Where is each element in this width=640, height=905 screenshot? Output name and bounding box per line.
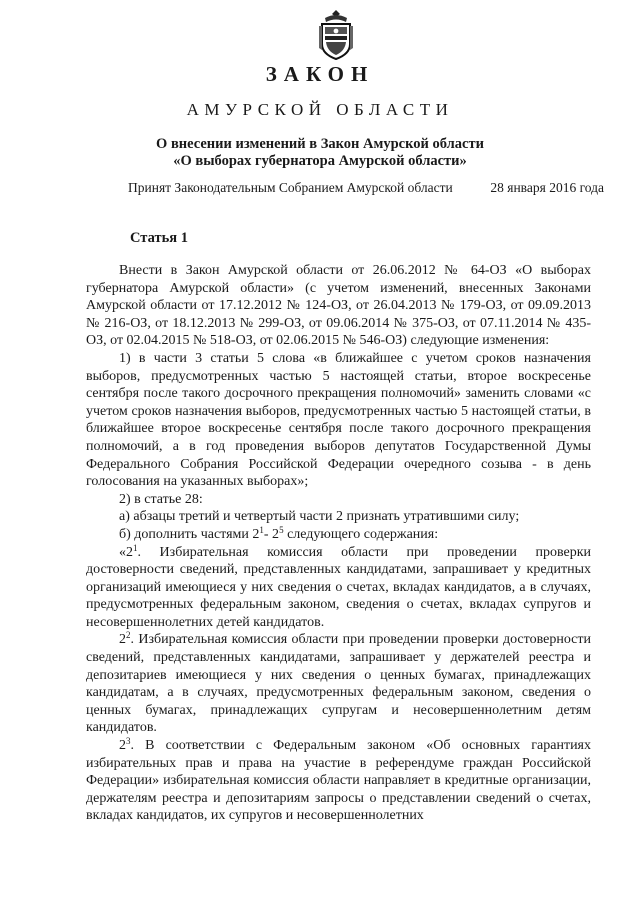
part-2-2-number: 2 (119, 632, 126, 648)
part-2-1-paragraph (86, 544, 591, 632)
item-2a-paragraph: а) абзацы третий и четвертый части 2 признать утратившими силу; (119, 509, 520, 525)
item-2b-paragraph (86, 526, 591, 544)
part-2-2-superscript: 2 (126, 630, 131, 641)
item-2b-text-start: б) дополнить частями 2 (119, 526, 260, 542)
part-2-1-text: . Избирательная комиссия области при проведении проверки достоверности сведений, представленных кандидатами, запрашивает у кредитных организаций имеющиеся у них сведения о счетах, вкладах кандидатов, а в случаях, предусмотренных федеральным законом, сведения о счетах, вкладах супругов и несовершеннолетних детей кандидатов. (86, 544, 591, 630)
adopted-by: Принят Законодательным Собранием Амурской области (128, 180, 453, 195)
part-2-2-text: . Избирательная комиссия области при проведении проверки достоверности сведений, представленных кандидатами, запрашивает у держателей реестра и депозитариев имеющиеся у них сведения о ценных бумагах, принадлежащих кандидатам, а в случаях, предусмотренных федеральным законом, сведения о ценных бумагах, принадлежащих супругам и несовершеннолетним детям кандидатов. (86, 632, 591, 736)
part-2-1-superscript: 1 (133, 542, 138, 553)
article-intro-paragraph: Внести в Закон Амурской области от 26.06.2012 № 64-ОЗ «О выборах губернатора Амурской области» (с учетом изменений, внесенных Законами Амурской области от 17.12.2012 № 124-ОЗ, от 26.04.2013 № 179-ОЗ, от 09.09.2013 № 216-ОЗ, от 18.12.2013 № 299-ОЗ, от 09.06.2014 № 375-ОЗ, от 07.11.2014 № 435-ОЗ, от 02.04.2015 № 518-ОЗ, от 02.06.2015 № 546-ОЗ) следующие изменения: (86, 263, 591, 349)
item-2b-text-middle: - 2 (263, 526, 280, 542)
item-2-paragraph: 2) в статье 28: (119, 491, 203, 507)
part-2-2-paragraph (86, 631, 591, 737)
item-2b-superscript-1: 1 (259, 524, 264, 535)
article-body (86, 262, 591, 825)
adoption-date: 28 января 2016 года (490, 180, 604, 195)
part-2-1-number: «2 (119, 544, 133, 560)
part-2-3-number: 2 (119, 738, 126, 754)
part-2-3-paragraph (86, 737, 591, 825)
region-subtitle: АМУРСКОЙ ОБЛАСТИ (186, 100, 454, 119)
part-2-3-superscript: 3 (126, 736, 131, 747)
coat-of-arms-emblem (317, 8, 355, 62)
law-heading-line-1: О внесении изменений в Закон Амурской области (156, 136, 484, 152)
law-heading-line-2: «О выборах губернатора Амурской области» (173, 153, 467, 169)
law-heading (0, 136, 640, 170)
item-1-paragraph: 1) в части 3 статьи 5 слова «в ближайшее с учетом сроков назначения выборов, предусмотренных частью 5 настоящей статьи, второе воскресенье сентября после такого досрочного прекращения полномочий» заменить словами «с учетом сроков назначения выборов, предусмотренных частью 5 настоящей статьи, в ближайшее второе воскресенье сентября после такого досрочного прекращения полномочий, а в год проведения выборов депутатов Государственной Думы Федерального Собрания Российской Федерации очередного созыва - в день голосования на указанных выборах»; (86, 350, 591, 490)
law-title: ЗАКОН (265, 62, 375, 86)
article-heading: Статья 1 (130, 230, 188, 246)
item-2b-text-end: следующего содержания: (283, 526, 439, 542)
item-2b-superscript-2: 5 (279, 524, 284, 535)
part-2-3-text: . В соответствии с Федеральным законом «Об основных гарантиях избирательных прав и права на участие в референдуме граждан Российской Федерации» избирательная комиссия области направляет в кредитные организации, держателям реестра и депозитариям запросы о представлении сведений о счетах, вкладах кандидатов, их супругов и несовершеннолетних (86, 738, 591, 824)
